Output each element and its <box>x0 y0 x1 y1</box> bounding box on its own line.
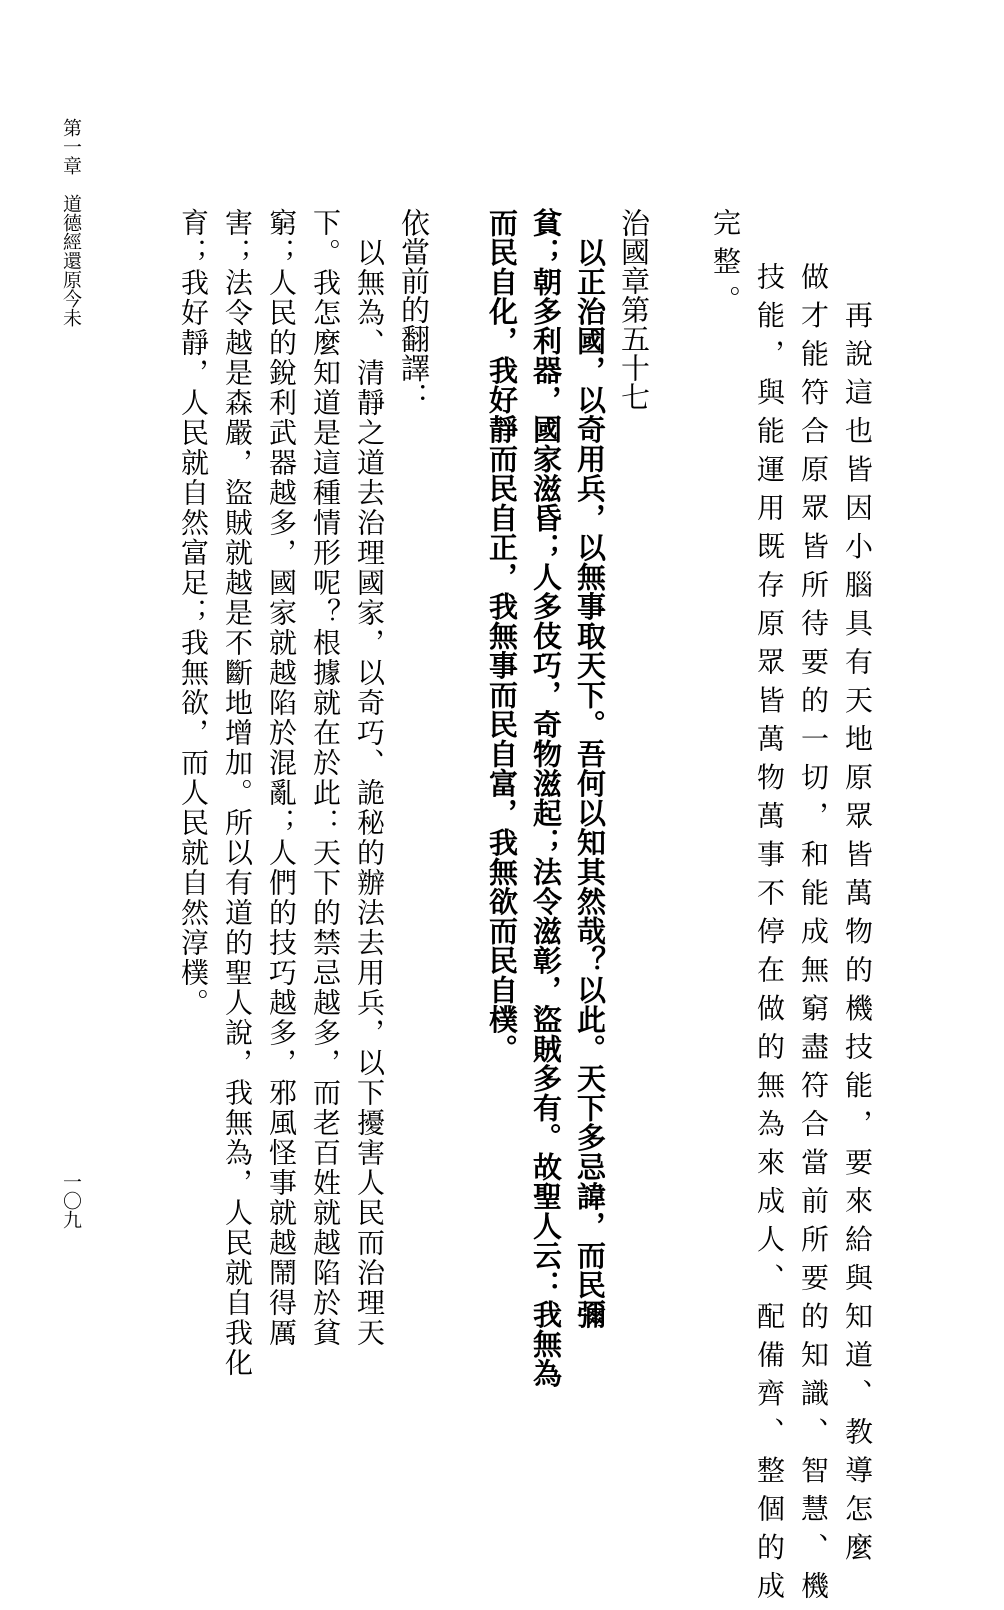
chapter-line-1: 以正治國，以奇用兵，以無事取天下。吾何以知其然哉？以此。天下多忌諱，而民彌 <box>573 208 607 1329</box>
translation-line-4: 害；法令越是森嚴，盜賊就越是不斷地增加。所以有道的聖人說，我無為，人民就自我化 <box>221 208 254 1378</box>
chapter-title: 治國章第五十七 <box>617 208 651 411</box>
section1-line-4: 完整。 <box>709 208 742 324</box>
translation-heading: 依當前的翻譯： <box>397 208 431 411</box>
translation-line-3: 窮；人民的銳利武器越多，國家就越陷於混亂；人們的技巧越多，邪風怪事就越鬧得厲 <box>265 208 298 1348</box>
chapter-line-2: 貧；朝多利器，國家滋昏；人多伎巧，奇物滋起；法令滋彰，盜賊多有。故聖人云：我無為 <box>529 208 563 1388</box>
translation-line-2: 下。我怎麼知道是這種情形呢？根據就在於此：天下的禁忌越多，而老百姓就越陷於貧 <box>309 208 342 1348</box>
section1-line-2: 做才能符合原眾皆所待要的一切，和能成無窮盡符合當前所要的知識、智慧、機 <box>797 262 830 1610</box>
translation-line-1: 以無為、清靜之道去治理國家，以奇巧、詭秘的辦法去用兵，以下擾害人民而治理天 <box>353 208 386 1348</box>
section1-line-3: 技能，與能運用既存原眾皆萬物萬事不停在做的無為來成人、配備齊、整個的成 <box>753 262 786 1610</box>
chapter-line-3: 而民自化，我好靜而民自正，我無事而民自富，我無欲而民自樸。 <box>485 208 519 1064</box>
running-header: 第一章 道德經還原今未 <box>60 118 82 327</box>
translation-line-5: 育；我好靜，人民就自然富足；我無欲，而人民就自然淳樸。 <box>177 208 210 1018</box>
page-number: 一〇九 <box>60 1172 82 1229</box>
section1-line-1: 再說這也皆因小腦具有天地原眾皆萬物的機技能，要來給與知道、教導怎麼 <box>841 262 874 1571</box>
